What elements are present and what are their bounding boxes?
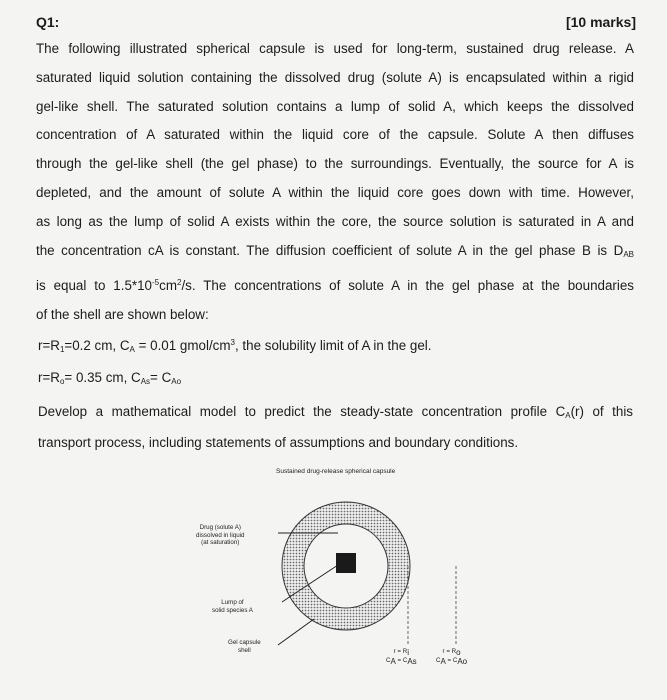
problem-paragraph (36, 35, 634, 330)
shell-pointer (278, 619, 314, 645)
label-text: shell (237, 646, 251, 654)
cond-text: r=R (38, 370, 60, 385)
cond-text: = C (150, 370, 172, 385)
paragraph-line: as long as the lump of solid A exists within the core, the source solution is saturated in A and (36, 213, 634, 229)
subscript: 1 (59, 345, 65, 354)
subscript: A (390, 656, 396, 666)
subscript: Ao (457, 656, 468, 666)
paragraph-text: /s. The concentrations of solute A in the gel phase at the boundaries (181, 278, 634, 294)
label-text: Lump of (221, 599, 244, 606)
cond-text: , the solubility limit of A in the gel. (234, 338, 432, 353)
label-text: solid species A (212, 606, 253, 614)
subscript: A (565, 411, 571, 420)
boundary-condition-outer (38, 370, 181, 386)
task-text: (r) of this (570, 404, 633, 419)
task-line: transport process, including statements of assumptions and boundary conditions. (38, 435, 519, 450)
label-text: r = R (442, 648, 457, 655)
task-text: Develop a mathematical model to predict the steady-state concentration profile C (38, 404, 566, 419)
label-text: = C (395, 656, 408, 664)
cond-text: r=R (38, 338, 60, 353)
solid-lump (336, 553, 356, 573)
drug-label (196, 524, 245, 547)
label-text: Gel capsule (228, 639, 261, 646)
label-text: dissolved in liquid (196, 531, 245, 539)
paragraph-line: saturated liquid solution containing the dissolved drug (solute A) is encapsulated within a rigid (36, 69, 634, 85)
paragraph-line-diffusivity (36, 237, 634, 270)
capsule-figure (190, 462, 510, 692)
label-text: (at saturation) (201, 539, 240, 546)
subscript: As (407, 656, 417, 666)
paragraph-line: concentration of A saturated within the liquid core of the capsule. Solute A then diffuses (36, 127, 634, 143)
label-text: C (436, 656, 441, 664)
shell-label (228, 639, 261, 654)
lump-label (212, 599, 253, 614)
subscript: As (140, 377, 151, 386)
label-text: Drug (solute A) (199, 524, 241, 531)
paragraph-text: cm (159, 278, 177, 294)
paragraph-text: the concentration cA is constant. The diffusion coefficient of solute A in the gel phase B is D (36, 242, 624, 258)
paragraph-line: The following illustrated spherical capsule is used for long-term, sustained drug release. A (36, 41, 634, 56)
figure-title: Sustained drug-release spherical capsule (276, 468, 396, 475)
task-line (38, 398, 633, 429)
task-statement (38, 398, 633, 456)
subscript: o (59, 377, 65, 386)
subscript: i (407, 648, 410, 657)
label-text: r = R (393, 648, 408, 655)
paragraph-line: depleted, and the amount of solute A within the liquid core goes down with time. However, (36, 184, 634, 200)
superscript: 3 (230, 338, 235, 347)
label-text: = C (445, 656, 458, 664)
superscript: 2 (176, 278, 182, 288)
question-number: Q1: (36, 14, 60, 30)
question-marks: [10 marks] (565, 14, 636, 30)
paragraph-line-diffusivity-value (36, 269, 634, 301)
cond-text: =0.2 cm, C (64, 338, 130, 353)
outer-boundary-label (436, 648, 467, 665)
subscript: A (440, 656, 446, 666)
label-text: C (386, 656, 391, 664)
subscript: AB (623, 249, 634, 259)
paragraph-line: gel-like shell. The saturated solution contains a lump of solid A, which keeps the dissolved (36, 98, 634, 114)
paragraph-line: through the gel-like shell (the gel phase) to the surroundings. Eventually, the source for A is (36, 156, 634, 172)
cond-text: = 0.01 gmol/cm (134, 338, 231, 353)
subscript: Ao (171, 377, 182, 386)
superscript: -5 (152, 278, 160, 288)
boundary-condition-inner (38, 338, 431, 354)
question-header (36, 14, 636, 36)
cond-text: = 0.35 cm, C (64, 370, 141, 385)
paragraph-text: is equal to 1.5*10 (36, 278, 152, 294)
paragraph-line: of the shell are shown below: (36, 307, 209, 323)
inner-boundary-label (386, 648, 417, 665)
subscript: A (129, 345, 135, 354)
subscript: o (456, 648, 461, 657)
